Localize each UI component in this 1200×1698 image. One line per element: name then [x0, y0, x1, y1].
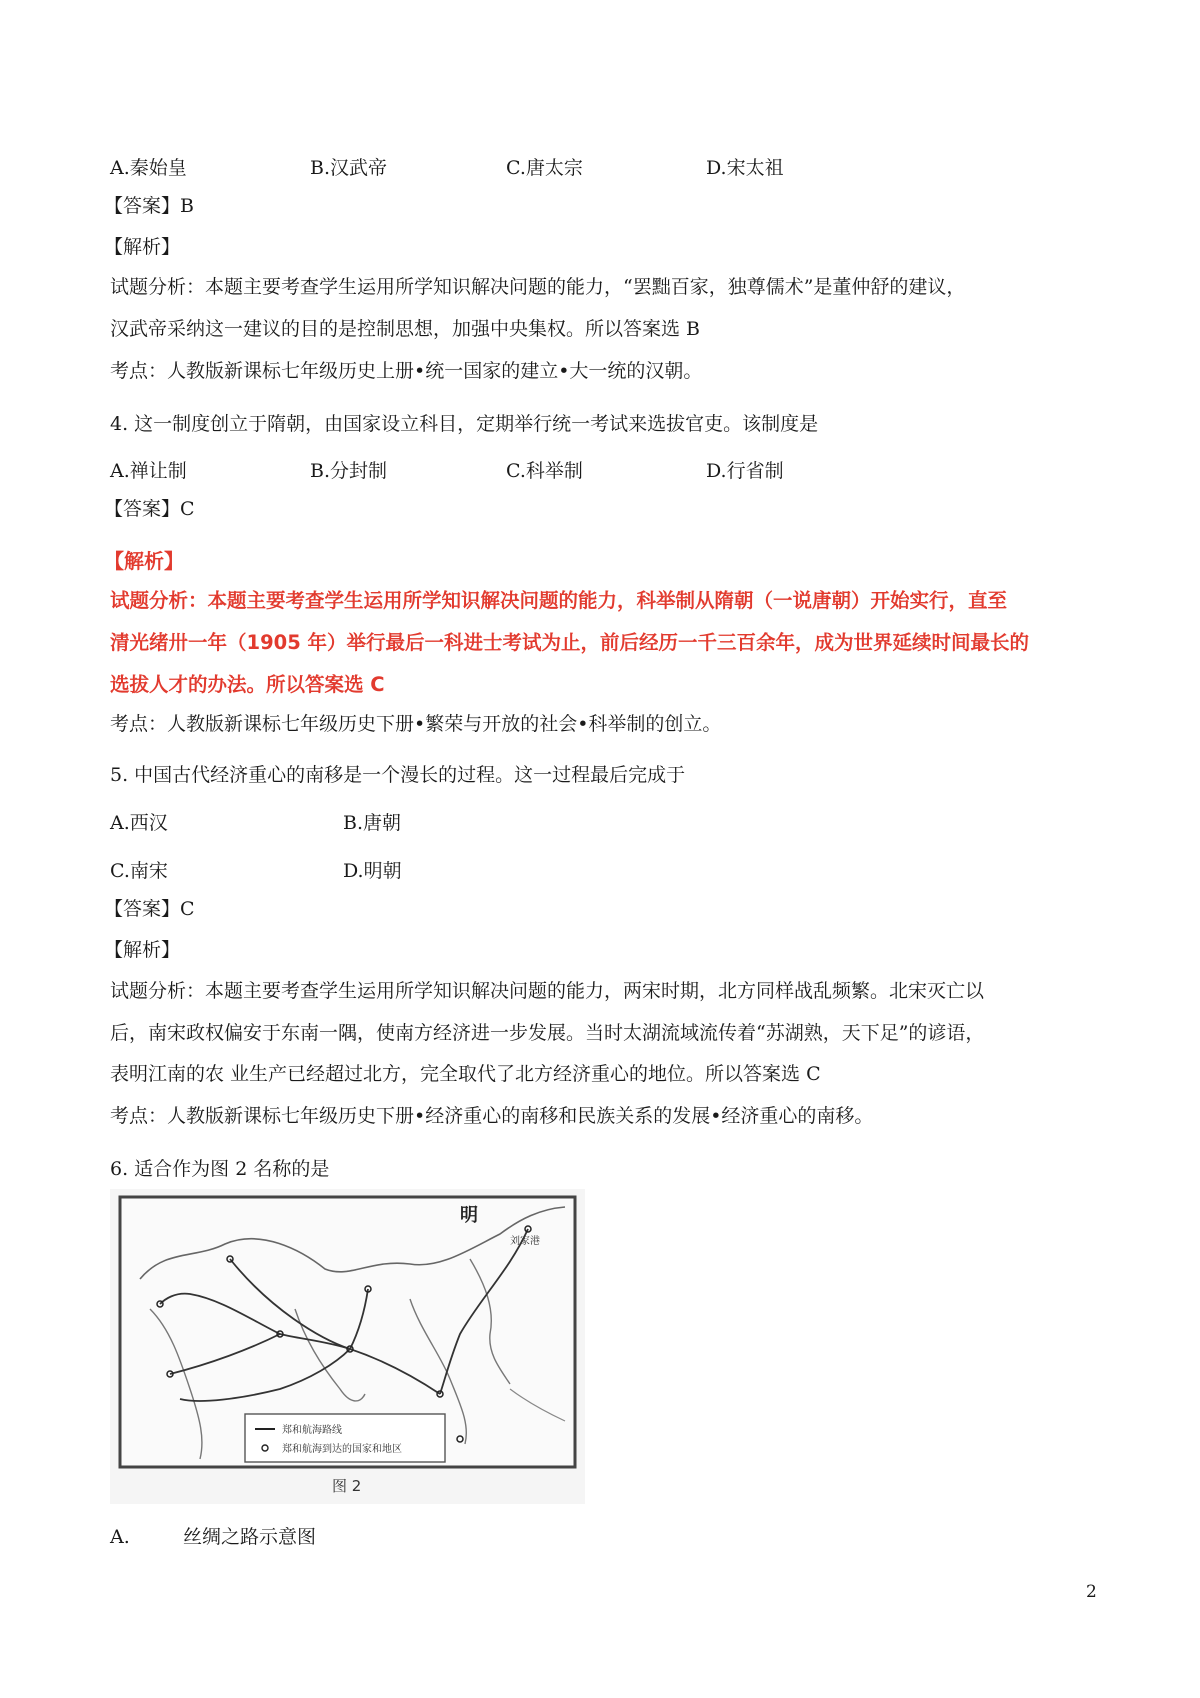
q4-option-d: D.行省制: [706, 460, 784, 482]
q4-kaodian: 考点：人教版新课标七年级历史下册•繁荣与开放的社会•科举制的创立。: [110, 713, 722, 735]
map-country-label: 明: [460, 1205, 478, 1226]
q3-analysis-line: 试题分析：本题主要考查学生运用所学知识解决问题的能力，“罢黜百家，独尊儒术”是董仲舒的建议，: [110, 276, 966, 298]
q3-option-a: A.秦始皇: [110, 157, 187, 179]
q5-kaodian: 考点：人教版新课标七年级历史下册•经济重心的南移和民族关系的发展•经济重心的南移。: [110, 1105, 874, 1127]
q6-option-a-letter: A.: [110, 1526, 130, 1548]
q3-answer: 【答案】B: [104, 195, 194, 217]
map-place-label: 刘家港: [510, 1236, 540, 1247]
zheng-he-voyage-map: [110, 1189, 585, 1504]
q5-analysis-line: 表明江南的农 业生产已经超过北方，完全取代了北方经济重心的地位。所以答案选 C: [110, 1063, 821, 1085]
q4-answer: 【答案】C: [104, 498, 195, 520]
q3-option-b: B.汉武帝: [310, 157, 388, 179]
q6-question: 6. 适合作为图 2 名称的是: [110, 1158, 330, 1180]
q4-analysis-line: 选拔人才的办法。所以答案选 C: [110, 673, 385, 696]
q4-option-b: B.分封制: [310, 460, 388, 482]
q3-option-c: C.唐太宗: [506, 157, 583, 179]
q5-answer: 【答案】C: [104, 898, 195, 920]
q4-option-a: A.禅让制: [110, 460, 187, 482]
q4-question: 4. 这一制度创立于隋朝，由国家设立科目，定期举行统一考试来选拔官吏。该制度是: [110, 413, 819, 435]
map-caption: 图 2: [332, 1477, 362, 1495]
q5-option-a: A.西汉: [110, 812, 168, 834]
q4-analysis-label: 【解析】: [104, 549, 184, 573]
q5-analysis-line: 试题分析：本题主要考查学生运用所学知识解决问题的能力，两宋时期，北方同样战乱频繁。北宋灭亡以: [110, 980, 985, 1002]
legend-route-label: 郑和航海路线: [282, 1425, 342, 1436]
q5-option-b: B.唐朝: [343, 812, 402, 834]
q5-option-c: C.南宋: [110, 860, 168, 882]
q4-option-c: C.科举制: [506, 460, 583, 482]
q3-analysis-label: 【解析】: [104, 236, 181, 258]
q6-option-a-text: 丝绸之路示意图: [183, 1526, 317, 1548]
legend-port-label: 郑和航海到达的国家和地区: [282, 1444, 402, 1455]
q5-question: 5. 中国古代经济重心的南移是一个漫长的过程。这一过程最后完成于: [110, 764, 686, 786]
q5-option-d: D.明朝: [343, 860, 402, 882]
map-image: [110, 1189, 585, 1504]
q3-analysis-line: 汉武帝采纳这一建议的目的是控制思想，加强中央集权。所以答案选 B: [110, 318, 701, 340]
q5-analysis-line: 后，南宋政权偏安于东南一隅，使南方经济进一步发展。当时太湖流域流传着“苏湖熟，天下足”的谚语，: [110, 1022, 985, 1044]
page-number: 2: [1086, 1582, 1097, 1602]
q4-analysis-line: 试题分析：本题主要考查学生运用所学知识解决问题的能力，科举制从隋朝（一说唐朝）开始实行，直至: [110, 589, 1008, 612]
q3-kaodian: 考点：人教版新课标七年级历史上册•统一国家的建立•大一统的汉朝。: [110, 360, 703, 382]
q5-analysis-label: 【解析】: [104, 939, 181, 961]
q4-analysis-line: 清光绪卅一年（1905 年）举行最后一科进士考试为止，前后经历一千三百余年，成为世界延续时间最长的: [110, 631, 1030, 654]
q3-option-d: D.宋太祖: [706, 157, 784, 179]
